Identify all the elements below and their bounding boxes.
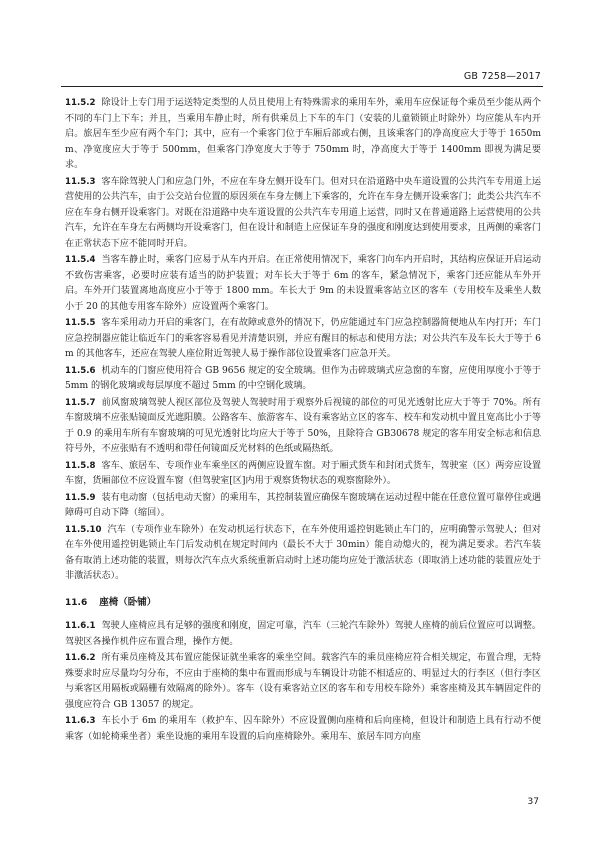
clause-text: 汽车（专项作业车除外）在发动机运行状态下，在车外使用遥控钥匙锁止车门的，应明确警示驾驶人；但对在车外使用遥控钥匙锁止车门后发动机在规定时间内（最长不大于 30min）能自动熄火的，视为满足要求。若汽车装备有取消上述功能的装置，则每次汽车点火系统重新启动时上述功能均应处于激活状态（即取消上述功能的装置应处于非激活状态）。 [65,524,541,581]
clause-number: 11.5.6 [65,365,96,376]
clause-11-5-4 [65,253,541,315]
clause-text: 客车、旅居车、专项作业车乘坐区的两侧应设置车窗。对于厢式货车和封闭式货车，驾驶室（区）两旁应设置车窗，货厢部位不应设置车窗（但驾驶室[区]内用于观察货物状态的观察窗除外）。 [65,460,541,486]
clause-text: 车长小于 6m 的乘用车（救护车、囚车除外）不应设置侧向座椅和后向座椅，但设计和制造上具有行动不便乘客（如轮椅乘坐者）乘坐设施的乘用车设置的后向座椅除外。乘用车、旅居车同方向座 [65,716,541,742]
clause-number: 11.5.3 [65,176,96,187]
clause-number: 11.6.2 [65,653,96,663]
clause-11-5-2 [65,96,541,174]
clause-text: 驾驶人座椅应具有足够的强度和刚度，固定可靠，汽车（三轮汽车除外）驾驶人座椅的前后位置应可以调整。驾驶区各操作机件应布置合理，操作方便。 [65,621,541,647]
document-body [65,96,541,746]
clause-number: 11.5.10 [65,524,102,535]
clause-11-6-2 [65,651,541,713]
header-rule [61,86,543,87]
clause-text: 前风窗玻璃驾驶人视区部位及驾驶人驾驶时用于观察外后视镜的部位的可见光透射比应大于等于 70%。所有车窗玻璃不应张贴镜面反光遮阳膜。公路客车、旅游客车、设有乘客站立区的客车、校车和发动机中置且宽高比小于等于 0.9 的乘用车所有车窗玻璃的可见光透射比均应大于等于 50%，且除符合 GB30678 规定的客车用安全标志和信息符号外，不应张贴有不透明和带任何镜面反光材料的色纸或隔热纸。 [65,397,541,454]
clause-11-6-1 [65,619,541,650]
clause-text: 当客车静止时，乘客门应易于从车内开启。在正常使用情况下，乘客门向车内开启时，其结构应保证开启运动不致伤害乘客，必要时应装有适当的防护装置；对车长大于等于 6m 的客车，紧急情况下，乘客门还应能从车外开启。车外开门装置离地高度应小于等于 1800 mm。车长大于 9m 的未设置乘客站立区的客车（专用校车及乘坐人数小于 20 的其他专用客车除外）应设置两个乘客门。 [65,255,541,312]
clause-number: 11.6.3 [65,716,96,726]
clause-number: 11.5.9 [65,492,96,503]
clause-11-5-7 [65,396,541,458]
clause-11-5-3 [65,175,541,253]
clause-number: 11.5.5 [65,318,96,328]
clause-11-5-10 [65,523,541,585]
clause-11-5-6 [65,364,541,395]
clause-11-5-8 [65,459,541,490]
clause-number: 11.5.4 [65,255,96,265]
clause-text: 机动车的门窗应使用符合 GB 9656 规定的安全玻璃。但作为击碎玻璃式应急窗的车窗，应使用厚度小于等于 5mm 的钢化玻璃或每层厚度不超过 5mm 的中空钢化玻璃。 [65,365,541,391]
clause-text: 除设计上专门用于运送特定类型的人员且使用上有特殊需求的乘用车外，乘用车应保证每个乘员至少能从两个不同的车门上下车；并且，当乘用车静止时，所有供乘员上下车的车门（安装的儿童锁锁止时除外）均应能从车内开启。旅居车至少应有两个车门；其中，应有一个乘客门位于车厢后部或右侧，且该乘客门的净高度应大于等于 1650mm、净宽度应大于等于 500mm，但乘客门净宽度大于等于 750mm 时，净高度大于等于 1400mm 即视为满足要求。 [65,98,541,170]
clause-text: 客车采用动力开启的乘客门，在有故障或意外的情况下，仍应能通过车门应急控制器简便地从车内打开；车门应急控制器应能让临近车门的乘客容易看见并清楚识别，并应有醒目的标志和使用方法；对公共汽车及车长大于等于 6m 的其他客车，还应在驾驶人座位附近驾驶人易于操作部位设置乘客门应急开关。 [65,318,541,359]
clause-text: 所有乘员座椅及其布置应能保证就坐乘客的乘坐空间。载客汽车的乘员座椅应符合相关规定，布置合理，无特殊要求时应尽量均匀分布，不应由于座椅的集中布置而形成与车辆设计功能不相适应的、明显过大的行李区（但行李区与乘客区用隔板或隔栅有效隔离的除外）。客车（设有乘客站立区的客车和专用校车除外）乘客座椅及其车辆固定件的强度应符合 GB 13057 的规定。 [65,653,541,710]
clause-number: 11.5.2 [65,98,96,108]
clause-text: 客车除驾驶人门和应急门外，不应在车身左侧开设车门。但对只在沿道路中央车道设置的公共汽车专用道上运营使用的公共汽车，由于公交站台位置的原因须在车身左侧上下乘客的，允许在车身左侧开设乘客门；此类公共汽车不应在车身右侧开设乘客门。对既在沿道路中央车道设置的公共汽车专用道上运营，同时又在普通道路上运营使用的公共汽车，允许在车身左右两侧均开设乘客门，但在设计和制造上应保证车身的强度和刚度达到使用要求，且两侧的乘客门在正常状态下应不能同时开启。 [65,176,541,249]
clause-number: 11.6.1 [65,621,96,631]
clause-number: 11.5.8 [65,460,96,471]
section-title: 座椅（卧铺） [99,596,157,608]
standard-number: GB 7258—2017 [463,71,541,82]
clause-text: 装有电动窗（包括电动天窗）的乘用车，其控制装置应确保车窗玻璃在运动过程中能在任意位置可靠停住或遇障碍可自动下降（缩回）。 [65,492,541,518]
section-heading [65,595,541,612]
clause-11-6-3 [65,714,541,745]
section-number: 11.6 [65,597,88,608]
clause-number: 11.5.7 [65,397,96,408]
page-number: 37 [527,797,539,807]
clause-11-5-5 [65,316,541,363]
clause-11-5-9 [65,491,541,522]
